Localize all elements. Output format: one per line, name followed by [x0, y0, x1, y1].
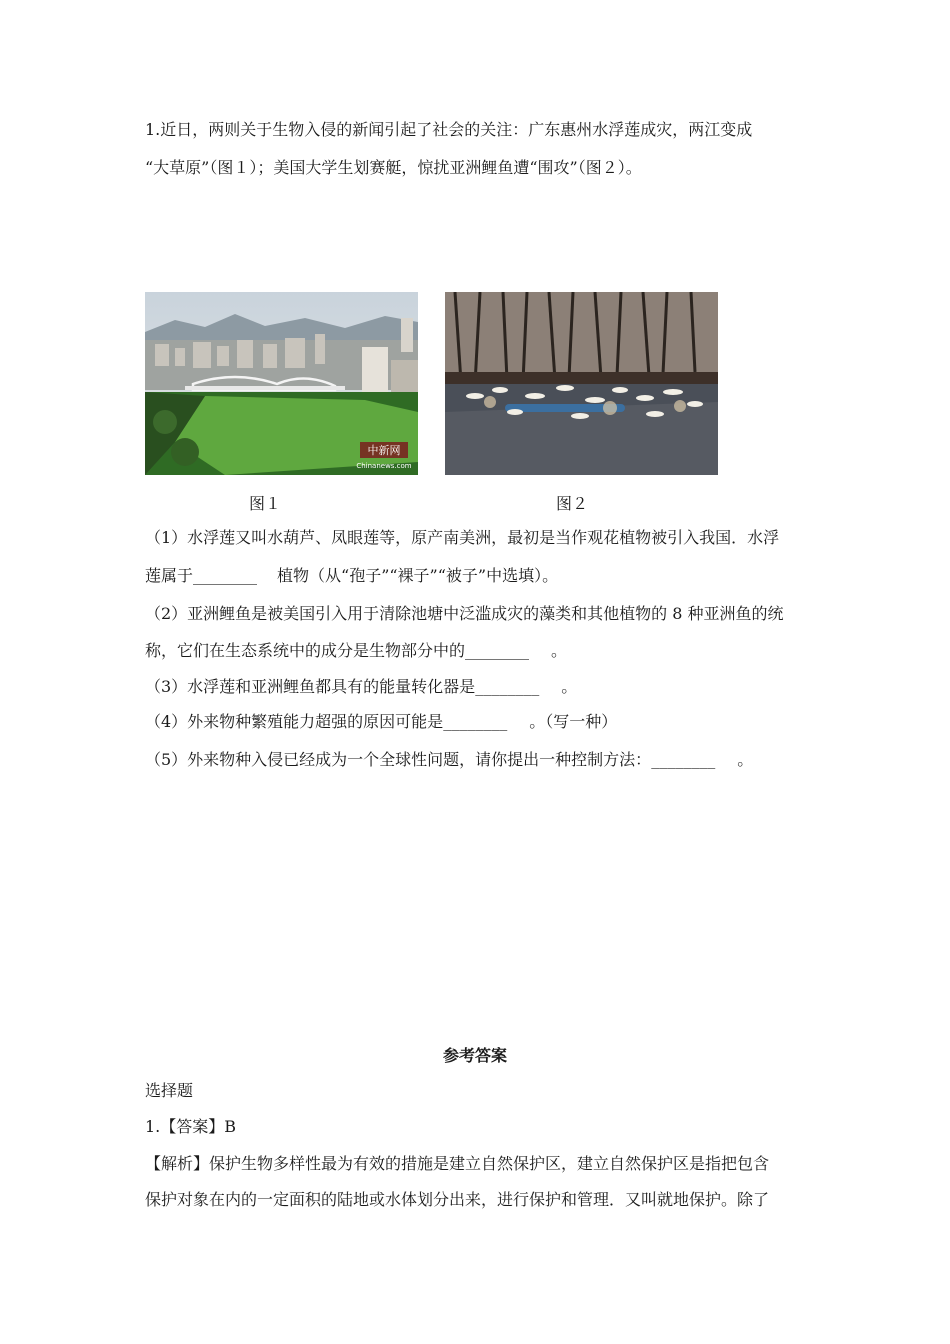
- subquestion-5-text-b: 。: [737, 750, 754, 769]
- answer-blank-3: ________: [475, 677, 540, 696]
- question-intro-line2: “大草原”（图１）；美国大学生划赛艇，惊扰亚洲鲤鱼遭“围攻”（图２）。: [145, 158, 642, 177]
- subquestion-1-text-a: 莲属于: [145, 566, 194, 585]
- analysis-line1: 【解析】保护生物多样性最为有效的措施是建立自然保护区，建立自然保护区是指把包含: [145, 1154, 770, 1173]
- subquestion-2-text-a: 称，它们在生态系统中的成分是生物部分中的: [145, 641, 466, 660]
- answer-blank-4: ________: [443, 712, 508, 731]
- figure-1-source: Chinanews.com: [356, 462, 412, 470]
- subquestion-2-line2: [145, 641, 567, 661]
- figure-2-caption: 图２: [556, 494, 589, 513]
- answer-1: 1.【答案】B: [145, 1117, 237, 1136]
- subquestion-2-text-b: 。: [551, 641, 568, 660]
- answer-blank-5: ________: [651, 750, 716, 769]
- analysis-line2: 保护对象在内的一定面积的陆地或水体划分出来，进行保护和管理．又叫就地保护。除了: [145, 1190, 770, 1209]
- subquestion-1-text-b: 植物（从“孢子”“裸子”“被子”中选填）。: [277, 566, 559, 585]
- subquestion-3-text-b: 。: [561, 677, 578, 696]
- subquestion-3: [145, 677, 577, 697]
- figure-1-watermark: 中新网: [367, 444, 401, 457]
- answers-heading: 参考答案: [442, 1046, 507, 1065]
- subquestion-2-line1: （2）亚洲鲤鱼是被美国引入用于清除池塘中泛滥成灾的藻类和其他植物的 8 种亚洲鱼的统: [145, 604, 784, 623]
- question-intro-line1: 1.近日，两则关于生物入侵的新闻引起了社会的关注：广东惠州水浮莲成灾，两江变成: [145, 120, 753, 139]
- figure-2-image: [445, 292, 718, 475]
- subquestion-4-text-a: （4）外来物种繁殖能力超强的原因可能是: [145, 712, 444, 731]
- subquestion-1-line1: （1）水浮莲又叫水葫芦、凤眼莲等，原产南美洲，最初是当作观花植物被引入我国．水浮: [145, 528, 780, 547]
- figure-1-image: [145, 292, 418, 475]
- subquestion-5: [145, 750, 753, 770]
- answer-blank-1: ________: [193, 566, 258, 585]
- subquestion-5-text-a: （5）外来物种入侵已经成为一个全球性问题，请你提出一种控制方法：: [145, 750, 652, 769]
- subquestion-4: [145, 712, 617, 732]
- figure-1-caption: 图１: [249, 494, 282, 513]
- subquestion-3-text-a: （3）水浮莲和亚洲鲤鱼都具有的能量转化器是: [145, 677, 476, 696]
- subquestion-1-line2: [145, 566, 558, 586]
- answer-blank-2: ________: [465, 641, 530, 660]
- subquestion-4-text-b: 。（写一种）: [529, 712, 618, 731]
- answers-section-title: 选择题: [145, 1081, 194, 1100]
